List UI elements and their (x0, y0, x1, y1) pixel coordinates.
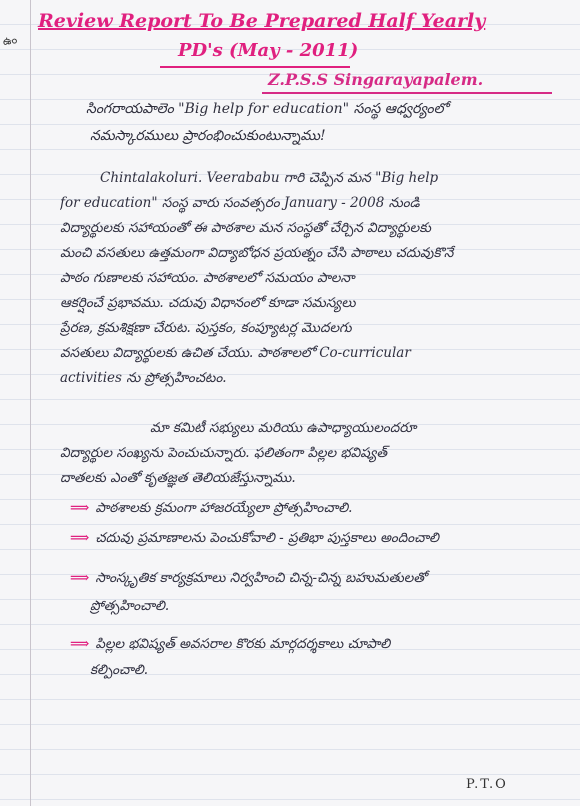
paragraph-1 (60, 170, 560, 395)
intro-line-1: సింగరాయపాలెం "Big help for education" సంస్థ ఆధ్వర్యంలో (86, 101, 449, 117)
school-name: Z.P.S.S Singarayapalem. (268, 70, 484, 89)
corner-mark: ఉం (1, 33, 18, 48)
arrow-icon: ⟹ (70, 570, 90, 586)
paragraph-line: ప్రేరణ, క్రమశిక్షణా చేరుట. పుస్తకం, కంప్యూటర్ల మొదలగు (60, 320, 352, 336)
bullet-item: ⟹ పిల్లల భవిష్యత్ అవసరాల కొరకు మార్గదర్శకాలు చూపాలి (70, 636, 391, 652)
paragraph-line: మంచి వసతులు ఉత్తమంగా విద్యాబోధన ప్రయత్నం చేసి పాఠాలు చదువుకొనే (60, 245, 454, 261)
bullet-item: ⟹ సాంస్కృతిక కార్యక్రమాలు నిర్వహించి చిన్న-చిన్న బహుమతులతో (70, 570, 427, 586)
report-subtitle: PD's (May - 2011) (178, 40, 359, 61)
paragraph-line: విద్యార్థుల సంఖ్యను పెంచుచున్నారు. ఫలితంగా పిల్లల భవిష్యత్ (60, 445, 387, 461)
arrow-icon: ⟹ (70, 530, 90, 546)
paragraph-line: for education" సంస్థ వారు సంవత్సరం January - 2008 నుండి (60, 195, 420, 211)
paragraph-2 (60, 420, 560, 495)
paragraph-line: వసతులు విద్యార్థులకు ఉచిత చేయు. పాఠశాలలో Co-curricular (60, 345, 411, 361)
paragraph-line: విద్యార్థులకు సహాయంతో ఈ పాఠశాల మన సంస్థతో చేర్చిన విద్యార్థులకు (60, 220, 431, 236)
paragraph-line: Chintalakoluri. Veerababu గారి చెప్పిన మన "Big help (100, 170, 439, 186)
paragraph-line: activities ను ప్రోత్సహించటం. (60, 370, 227, 386)
intro-line-2: నమస్కారములు ప్రారంభించుకుంటున్నాము! (90, 128, 326, 144)
pto-mark: P.T.O (466, 777, 508, 792)
title-underline (160, 66, 350, 68)
margin-line (30, 0, 31, 806)
arrow-icon: ⟹ (70, 636, 90, 652)
bullet-continuation: కల్పించాలి. (90, 662, 149, 678)
paragraph-line: ఆకర్షించే ప్రభావము. చదువు విధానంలో కూడా సమస్యలు (60, 295, 356, 311)
paragraph-line: దాతలకు ఎంతో కృతజ్ఞత తెలియజేస్తున్నాము. (60, 470, 296, 486)
report-title: Review Report To Be Prepared Half Yearly (38, 10, 486, 32)
arrow-icon: ⟹ (70, 500, 90, 516)
bullet-continuation: ప్రోత్సహించాలి. (90, 598, 170, 614)
bullet-item: ⟹ చదువు ప్రమాణాలను పెంచుకోవాలి - ప్రతిభా పుస్తకాలు అందించాలి (70, 530, 439, 546)
paragraph-line: మా కమిటీ సభ్యులు మరియు ఉపాధ్యాయులందరూ (150, 420, 417, 436)
paragraph-line: పాఠం గుణాలకు సహాయం. పాఠశాలలో సమయం పాలనా (60, 270, 355, 286)
bullet-item: ⟹ పాఠశాలకు క్రమంగా హాజరయ్యేలా ప్రోత్సహించాలి. (70, 500, 353, 516)
school-underline (262, 92, 552, 94)
